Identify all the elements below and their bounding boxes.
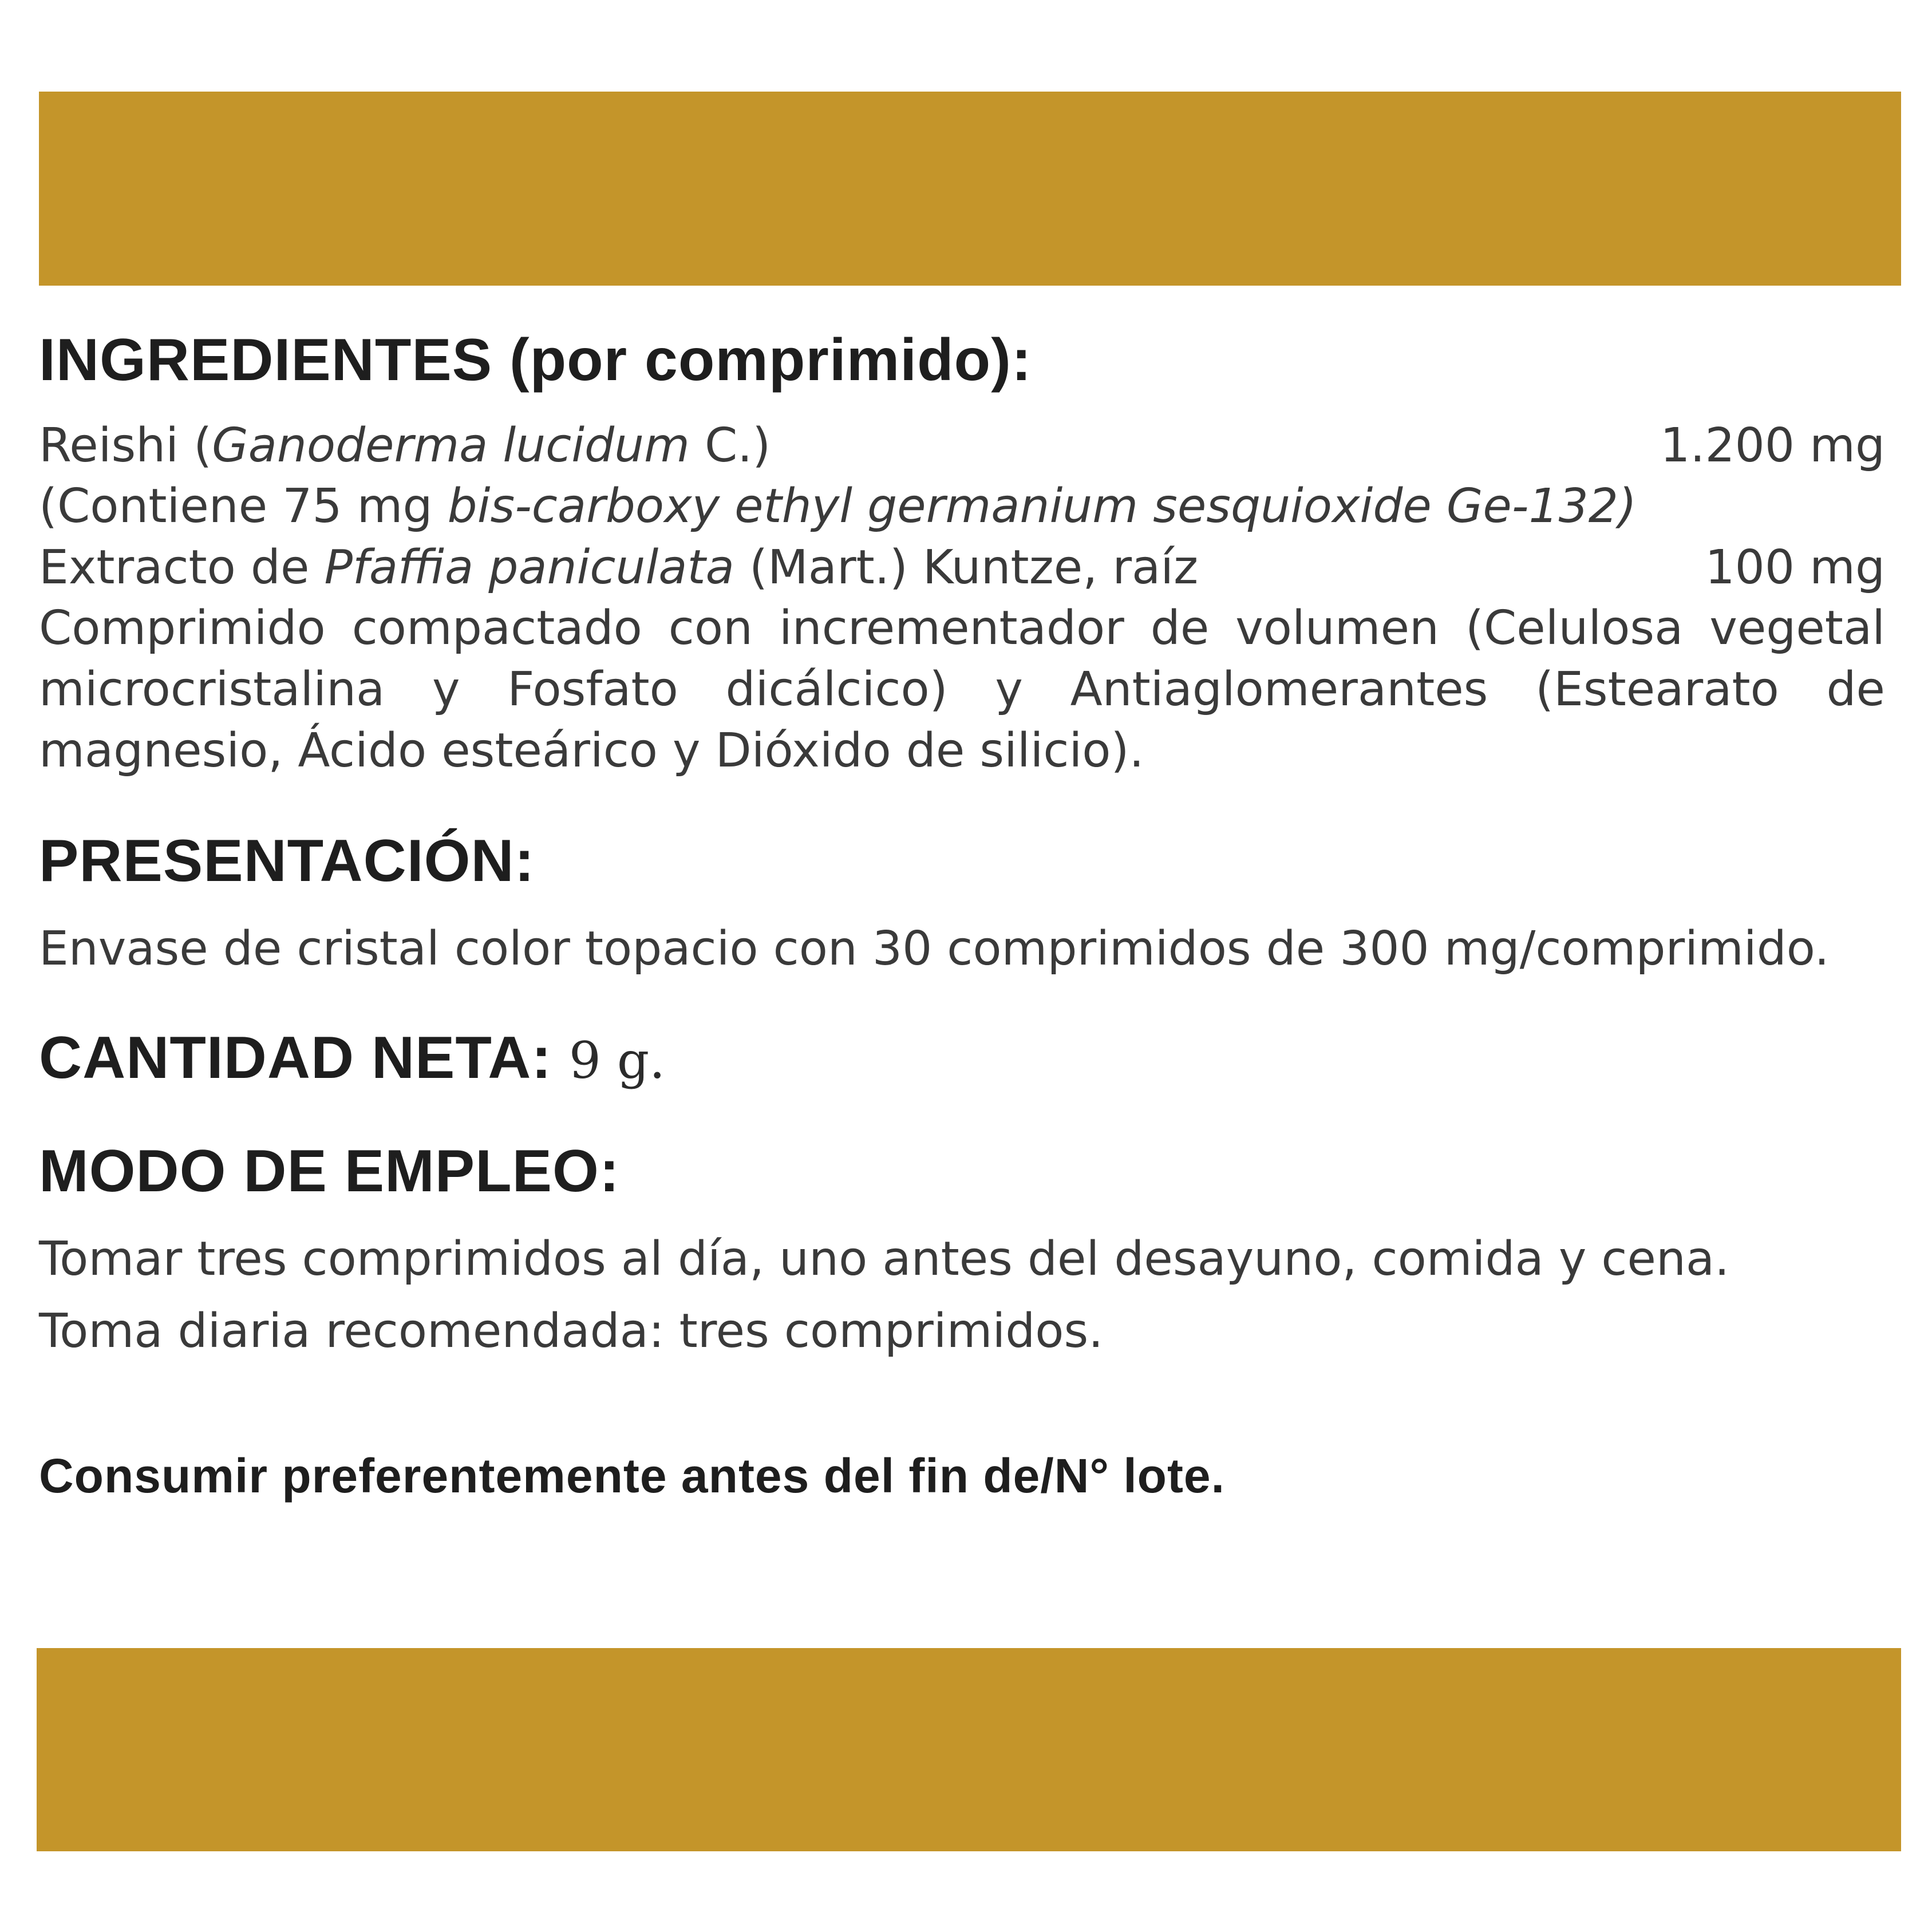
modo-line-1: Tomar tres comprimidos al día, uno antes del desayuno, comida y cena. bbox=[39, 1231, 1730, 1286]
germanium-prefix: (Contiene 75 mg bbox=[39, 479, 448, 534]
ingredient-amount-reishi: 1.200 mg bbox=[1660, 418, 1885, 473]
label-content bbox=[39, 326, 1885, 1504]
modo-heading: MODO DE EMPLEO: bbox=[39, 1137, 620, 1204]
ingredient-row-pfaffia bbox=[39, 538, 1885, 599]
modo-line-2: Toma diaria recomendada: tres comprimidos. bbox=[39, 1304, 1104, 1359]
pfaffia-prefix: Extracto de bbox=[39, 540, 325, 595]
pfaffia-latin-name: Pfaffia paniculata bbox=[324, 540, 734, 595]
pfaffia-suffix: (Mart.) Kuntze, raíz bbox=[734, 540, 1199, 595]
ingredient-name-reishi bbox=[39, 416, 771, 477]
modo-text bbox=[39, 1229, 1885, 1362]
reishi-prefix: Reishi ( bbox=[39, 418, 212, 473]
ingredient-row-reishi bbox=[39, 416, 1885, 477]
presentacion-heading: PRESENTACIÓN: bbox=[39, 828, 535, 895]
excipients-paragraph: Comprimido compactado con incrementador de volumen (Celulosa vegetal microcristalina y Fosfato dicálcico) y Antiaglomerantes (Estearato de magnesio, Ácido esteárico y Dióxido de silicio). bbox=[39, 601, 1885, 778]
germanium-latin-name: bis-carboxy ethyl germanium sesquioxide Ge-132) bbox=[447, 479, 1637, 534]
presentacion-text: Envase de cristal color topacio con 30 comprimidos de 300 mg/comprimido. bbox=[39, 921, 1830, 976]
ingredient-amount-pfaffia: 100 mg bbox=[1705, 540, 1885, 595]
ingredients-list bbox=[39, 416, 1885, 782]
ingredient-name-germanium bbox=[39, 476, 1637, 538]
ingredients-section bbox=[39, 326, 1885, 781]
consumir-text: Consumir preferentemente antes del fin de/N° lote. bbox=[39, 1448, 1225, 1503]
ingredients-heading: INGREDIENTES (por comprimido): bbox=[39, 327, 1032, 393]
top-color-band bbox=[39, 92, 1901, 286]
presentacion-section bbox=[39, 827, 1885, 979]
cantidad-section bbox=[39, 1024, 1885, 1093]
modo-section bbox=[39, 1137, 1885, 1362]
reishi-suffix: C.) bbox=[689, 418, 771, 473]
cantidad-line bbox=[39, 1024, 1885, 1093]
bottom-color-band bbox=[37, 1648, 1901, 1851]
ingredient-row-germanium bbox=[39, 476, 1885, 538]
cantidad-heading: CANTIDAD NETA: bbox=[39, 1025, 552, 1092]
consumir-section bbox=[39, 1448, 1885, 1504]
cantidad-value: 9 g. bbox=[568, 1031, 666, 1091]
reishi-latin-name: Ganoderma lucidum bbox=[212, 418, 690, 473]
ingredient-name-pfaffia bbox=[39, 538, 1198, 599]
